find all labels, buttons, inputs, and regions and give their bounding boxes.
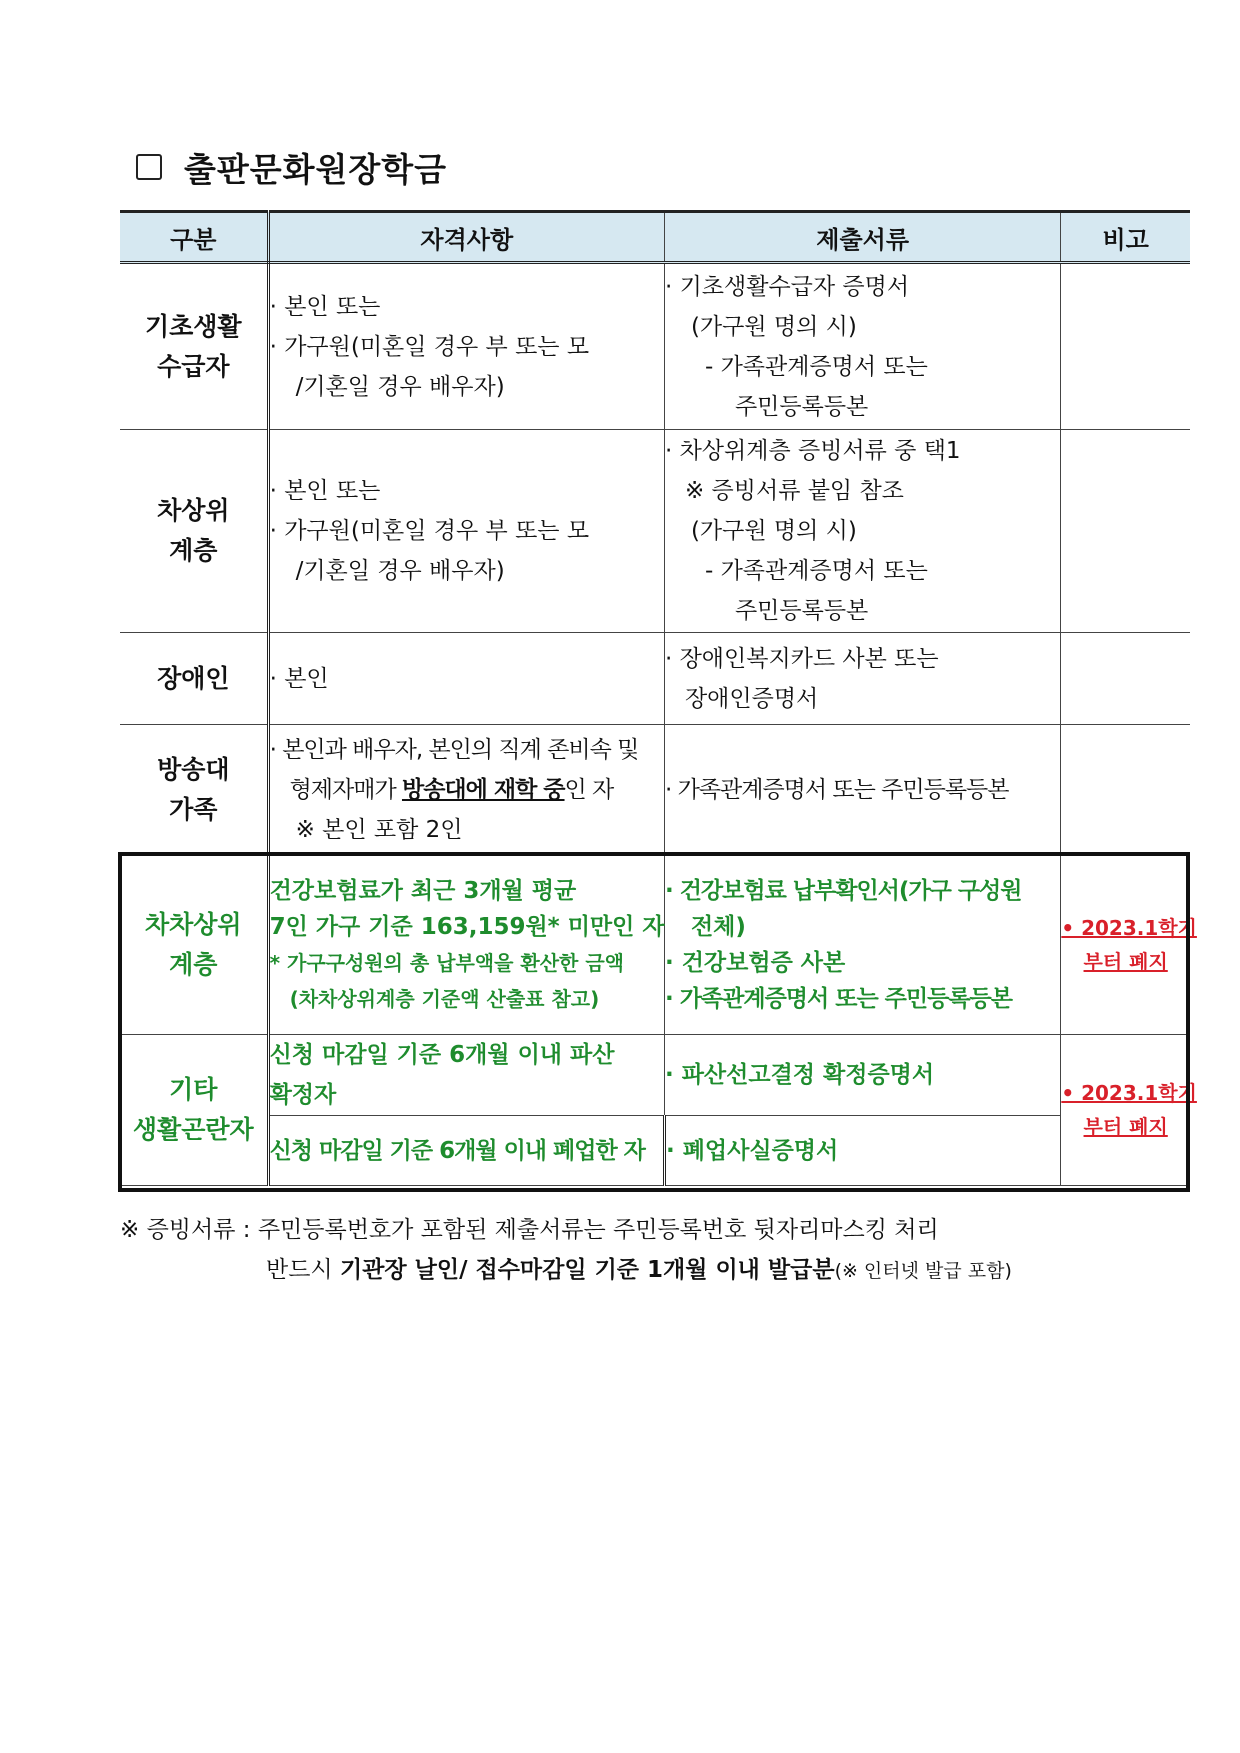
documents-cell: · 가족관계증명서 또는 주민등록등본 [664, 725, 1060, 855]
qualification-cell: · 본인 또는 · 가구원(미혼일 경우 부 또는 모 /기혼일 경우 배우자) [268, 263, 664, 430]
qualification-cell: 건강보험료가 최근 3개월 평균 7인 가구 기준 163,159원* 미만인 자 * 가구구성원의 총 납부액을 환산한 금액 (차차상위계층 기준액 산출표 참고) [268, 855, 664, 1035]
table-row [120, 633, 1190, 725]
qualification-cell: · 본인과 배우자, 본인의 직계 존비속 및 형제자매가 방송대에 재학 중인 자 ※ 본인 포함 2인 [268, 725, 664, 855]
table-row [120, 1116, 1190, 1186]
emphasis-text: 방송대에 재학 중 [401, 776, 565, 803]
category-cell: 방송대 가족 [120, 725, 268, 855]
documents-cell: · 폐업사실증명서 [664, 1116, 1060, 1186]
table-row [120, 855, 1190, 1035]
qualification-cell: 신청 마감일 기준 6개월 이내 폐업한 자 [268, 1116, 664, 1186]
header-documents: 제출서류 [664, 212, 1060, 263]
table-row [120, 263, 1190, 430]
footnote-line-1: ※ 증빙서류 : 주민등록번호가 포함된 제출서류는 주민등록번호 뒷자리마스킹 처리 [120, 1217, 939, 1243]
header-category: 구분 [120, 212, 268, 263]
remarks-cell [1061, 633, 1190, 725]
remarks-cell: • 2023.1학기 부터 폐지 [1061, 855, 1190, 1035]
category-cell: 기타 생활곤란자 [120, 1035, 268, 1186]
remarks-cell: • 2023.1학기 부터 폐지 [1061, 1035, 1190, 1186]
table-row [120, 430, 1190, 633]
checkbox-square-icon [136, 154, 162, 180]
category-cell: 차차상위 계층 [120, 855, 268, 1035]
header-qualification: 자격사항 [268, 212, 664, 263]
qualification-cell: 신청 마감일 기준 6개월 이내 파산 확정자 [268, 1035, 664, 1116]
remarks-cell [1061, 430, 1190, 633]
category-cell: 장애인 [120, 633, 268, 725]
table-row [120, 725, 1190, 855]
scholarship-table [120, 210, 1197, 1186]
section-title [136, 142, 447, 192]
documents-cell: · 기초생활수급자 증명서 (가구원 명의 시) - 가족관계증명서 또는 주민등록등본 [664, 263, 1060, 430]
remarks-cell [1061, 263, 1190, 430]
header-row [120, 212, 1190, 263]
documents-cell: · 건강보험료 납부확인서(가구 구성원 전체) · 건강보험증 사본 · 가족관계증명서 또는 주민등록등본 [664, 855, 1060, 1035]
footnote-line-2: 반드시 기관장 날인/ 접수마감일 기준 1개월 이내 발급분(※ 인터넷 발급 포함) [266, 1257, 1012, 1283]
page-title: 출판문화원장학금 [184, 149, 448, 189]
table-row [120, 1035, 1190, 1116]
abolished-note: • 2023.1학기 [1061, 915, 1197, 940]
category-cell: 차상위 계층 [120, 430, 268, 633]
category-cell: 기초생활 수급자 [120, 263, 268, 430]
footnote [120, 1210, 1012, 1291]
header-remarks: 비고 [1061, 212, 1190, 263]
qualification-cell: · 본인 또는 · 가구원(미혼일 경우 부 또는 모 /기혼일 경우 배우자) [268, 430, 664, 633]
documents-cell: · 파산선고결정 확정증명서 [664, 1035, 1060, 1116]
abolished-note: • 2023.1학기 [1061, 1081, 1197, 1105]
documents-cell: · 차상위계층 증빙서류 중 택1 ※ 증빙서류 붙임 참조 (가구원 명의 시) - 가족관계증명서 또는 주민등록등본 [664, 430, 1060, 633]
remarks-cell [1061, 725, 1190, 855]
qualification-cell: · 본인 [268, 633, 664, 725]
documents-cell: · 장애인복지카드 사본 또는 장애인증명서 [664, 633, 1060, 725]
